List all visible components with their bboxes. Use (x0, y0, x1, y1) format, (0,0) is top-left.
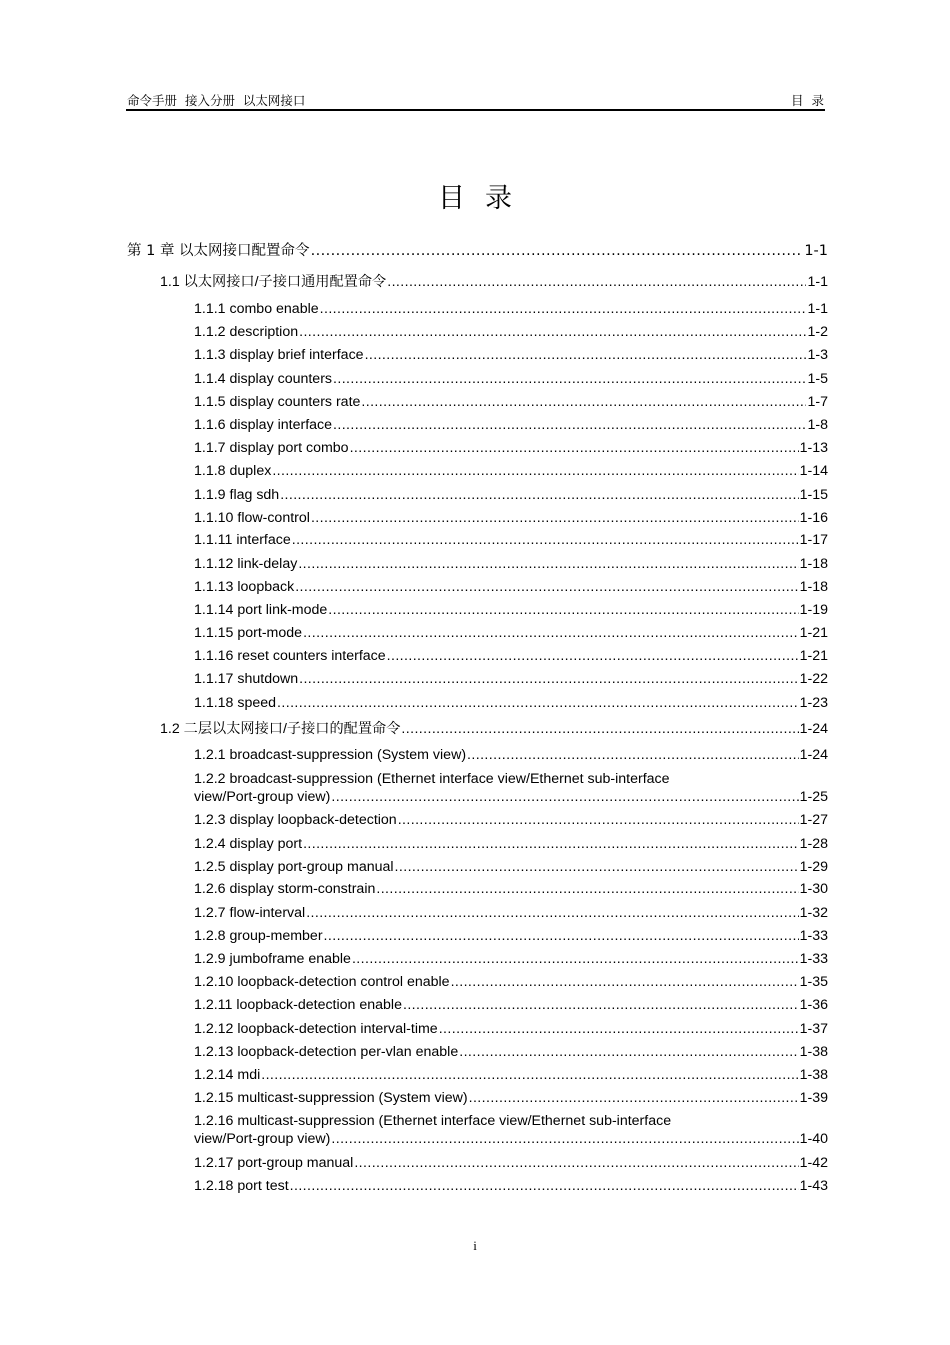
toc-entry[interactable] (194, 770, 828, 806)
toc-leader-dots (331, 788, 798, 806)
toc-entry[interactable] (194, 694, 828, 712)
toc-page-number: 1-17 (799, 532, 828, 548)
toc-entry-label: 1.1.18 speed (194, 695, 277, 711)
toc-page-number: 1-14 (799, 463, 828, 479)
toc-leader-dots (311, 509, 799, 527)
toc-page-number: 1-42 (799, 1155, 828, 1171)
toc-entry-label: 1.2.6 display storm-constrain (194, 881, 376, 897)
toc-entry-label: 1.1.13 loopback (194, 579, 295, 595)
toc-page-number: 1-25 (799, 789, 828, 805)
toc-entry-label: 1.1.7 display port combo (194, 440, 349, 456)
toc-entry[interactable] (194, 973, 828, 991)
toc-leader-dots (387, 273, 806, 291)
toc-entry-label: 1.2.13 loopback-detection per-vlan enable (194, 1044, 459, 1060)
toc-entry[interactable] (194, 439, 828, 457)
toc-entry[interactable] (194, 950, 828, 968)
toc-entry[interactable] (194, 531, 828, 549)
toc-leader-dots (292, 531, 799, 549)
toc-entry[interactable] (194, 601, 828, 619)
toc-leader-dots (333, 370, 806, 388)
toc-entry-label: 1.1.8 duplex (194, 463, 272, 479)
toc-leader-dots (306, 904, 798, 922)
toc-page-number: 1-21 (799, 648, 828, 664)
toc-leader-dots (376, 880, 798, 898)
toc-leader-dots (298, 555, 798, 573)
toc-leader-dots (272, 462, 798, 480)
toc-page-number: 1-24 (799, 747, 828, 763)
toc-entry-label: 1.2.8 group-member (194, 928, 323, 944)
toc-entry-label: 1.2.3 display loopback-detection (194, 812, 397, 828)
toc-entry[interactable] (194, 509, 828, 527)
toc-page-number: 1-30 (799, 881, 828, 897)
toc-entry-label: 1.2.11 loopback-detection enable (194, 997, 402, 1013)
toc-page-number: 1-28 (799, 836, 828, 852)
toc-entry-label: 1.2 二层以太网接口/子接口的配置命令 (160, 721, 401, 737)
toc-page-number: 1-1 (807, 274, 828, 290)
toc-entry-label: 1.2.9 jumboframe enable (194, 951, 351, 967)
toc-page-number: 1-1 (804, 243, 828, 259)
toc-leader-dots (352, 950, 799, 968)
toc-page-number: 1-3 (807, 347, 828, 363)
toc-entry[interactable] (194, 624, 828, 642)
toc-leader-dots (350, 439, 799, 457)
page-title: 目录 (438, 183, 532, 214)
toc-entry-label: 1.2.14 mdi (194, 1067, 261, 1083)
toc-leader-dots (331, 1130, 798, 1148)
toc-entry[interactable] (194, 996, 828, 1014)
toc-entry[interactable] (194, 670, 828, 688)
toc-leader-dots (333, 416, 806, 434)
toc-entry-label: 1.2.12 loopback-detection interval-time (194, 1021, 438, 1037)
toc-entry[interactable] (194, 1154, 828, 1172)
toc-entry[interactable] (194, 1020, 828, 1038)
toc-entry[interactable] (194, 346, 828, 364)
toc-page-number: 1-33 (799, 951, 828, 967)
toc-page-number: 1-27 (799, 812, 828, 828)
page-number: i (473, 1238, 477, 1253)
toc-leader-dots (395, 858, 799, 876)
toc-leader-dots (277, 694, 799, 712)
toc-entry-label: 1.1.9 flag sdh (194, 487, 280, 503)
toc-entry-label: 1.1.5 display counters rate (194, 394, 361, 410)
toc-entry[interactable] (194, 1112, 828, 1148)
toc-leader-dots (328, 601, 798, 619)
toc-leader-dots (261, 1066, 798, 1084)
toc-page-number: 1-13 (799, 440, 828, 456)
toc-entry[interactable] (160, 273, 828, 291)
toc-entry-label: 1.1.4 display counters (194, 371, 333, 387)
toc-leader-dots (299, 323, 806, 341)
toc-entry-label-continued: view/Port-group view) (194, 1131, 331, 1147)
page-header (126, 90, 825, 111)
toc-entry-label: 1.1.2 description (194, 324, 299, 340)
toc-page-number: 1-43 (799, 1178, 828, 1194)
toc-leader-dots (401, 720, 798, 738)
toc-page-number: 1-37 (799, 1021, 828, 1037)
toc-page-number: 1-40 (799, 1131, 828, 1147)
toc-page-number: 1-22 (799, 671, 828, 687)
toc-leader-dots (467, 746, 799, 764)
toc-page-number: 1-36 (799, 997, 828, 1013)
toc-entry-label: 1.2.7 flow-interval (194, 905, 306, 921)
toc-entry-label: 1.2.4 display port (194, 836, 303, 852)
toc-leader-dots (299, 670, 798, 688)
toc-entry-label: 1.2.16 multicast-suppression (Ethernet interface view/Ethernet sub-interface (194, 1113, 672, 1129)
toc-page-number: 1-29 (799, 859, 828, 875)
toc-page-number: 1-1 (807, 301, 828, 317)
toc-leader-dots (303, 835, 799, 853)
toc-entry-label: 1.1.3 display brief interface (194, 347, 364, 363)
toc-leader-dots (290, 1177, 799, 1195)
toc-entry-label: 1.1.17 shutdown (194, 671, 299, 687)
toc-leader-dots (398, 811, 799, 829)
toc-entry[interactable] (194, 1089, 828, 1107)
toc-entry[interactable] (194, 1043, 828, 1061)
toc-leader-dots (354, 1154, 798, 1172)
toc-page-number: 1-18 (799, 579, 828, 595)
toc-leader-dots (365, 346, 807, 364)
toc-entry[interactable] (194, 416, 828, 434)
toc-leader-dots (280, 486, 798, 504)
toc-entry[interactable] (194, 880, 828, 898)
toc-entry-label: 1.1.11 interface (194, 532, 291, 548)
toc-page-number: 1-8 (807, 417, 828, 433)
toc-entry-label: 1.2.2 broadcast-suppression (Ethernet interface view/Ethernet sub-interface (194, 771, 670, 787)
toc-entry[interactable] (127, 242, 828, 260)
toc-entry[interactable] (160, 720, 828, 738)
header-section-title: 目 录 (791, 93, 824, 108)
toc-leader-dots (451, 973, 799, 991)
toc-leader-dots (320, 300, 807, 318)
toc-entry[interactable] (194, 578, 828, 596)
toc-page-number: 1-23 (799, 695, 828, 711)
toc-entry[interactable] (194, 1177, 828, 1195)
toc-page-number: 1-19 (799, 602, 828, 618)
toc-entry-label: 1.1.1 combo enable (194, 301, 319, 317)
toc-entry[interactable] (194, 393, 828, 411)
toc-leader-dots (324, 927, 799, 945)
toc-entry-label: 1.1.6 display interface (194, 417, 333, 433)
toc-leader-dots (403, 996, 799, 1014)
toc-entry[interactable] (194, 300, 828, 318)
toc-entry[interactable] (194, 746, 828, 764)
toc-page-number: 1-18 (799, 556, 828, 572)
toc-leader-dots (311, 242, 804, 260)
toc-entry-label: 1.2.5 display port-group manual (194, 859, 394, 875)
toc-entry[interactable] (194, 555, 828, 573)
toc-page-number: 1-2 (807, 324, 828, 340)
toc-entry-label: 1.2.10 loopback-detection control enable (194, 974, 450, 990)
toc-entry[interactable] (194, 811, 828, 829)
toc-page-number: 1-15 (799, 487, 828, 503)
toc-entry-label: 1.2.18 port test (194, 1178, 289, 1194)
toc-entry-label: 1.1.12 link-delay (194, 556, 298, 572)
toc-entry[interactable] (194, 370, 828, 388)
toc-page-number: 1-39 (799, 1090, 828, 1106)
toc-page-number: 1-5 (807, 371, 828, 387)
toc-page-number: 1-7 (807, 394, 828, 410)
toc-entry-label: 1.1.15 port-mode (194, 625, 303, 641)
toc-page-number: 1-35 (799, 974, 828, 990)
toc-page-number: 1-16 (799, 510, 828, 526)
toc-leader-dots (459, 1043, 798, 1061)
toc-entry[interactable] (194, 1066, 828, 1084)
toc-entry[interactable] (194, 858, 828, 876)
toc-entry[interactable] (194, 835, 828, 853)
toc-entry-label: 1.2.17 port-group manual (194, 1155, 354, 1171)
toc-page-number: 1-33 (799, 928, 828, 944)
toc-entry-label: 1.2.15 multicast-suppression (System view) (194, 1090, 468, 1106)
toc-entry[interactable] (194, 462, 828, 480)
toc-entry[interactable] (194, 904, 828, 922)
toc-page-number: 1-38 (799, 1044, 828, 1060)
toc-entry[interactable] (194, 927, 828, 945)
toc-entry[interactable] (194, 647, 828, 665)
toc-leader-dots (469, 1089, 799, 1107)
toc-page-number: 1-32 (799, 905, 828, 921)
toc-page-number: 1-24 (799, 721, 828, 737)
toc-entry-label-continued: view/Port-group view) (194, 789, 331, 805)
toc-leader-dots (361, 393, 806, 411)
toc-entry-label: 1.1.14 port link-mode (194, 602, 328, 618)
toc-entry-label: 第 1 章 以太网接口配置命令 (127, 243, 310, 259)
header-book-title: 命令手册 接入分册 以太网接口 (127, 93, 306, 108)
toc-page-number: 1-38 (799, 1067, 828, 1083)
toc-leader-dots (303, 624, 799, 642)
toc-entry-label: 1.1.10 flow-control (194, 510, 310, 526)
toc-entry[interactable] (194, 323, 828, 341)
toc-entry-label: 1.2.1 broadcast-suppression (System view) (194, 747, 467, 763)
toc-entry-label: 1.1 以太网接口/子接口通用配置命令 (160, 274, 387, 290)
toc-leader-dots (439, 1020, 799, 1038)
toc-leader-dots (295, 578, 798, 596)
toc-entry-label: 1.1.16 reset counters interface (194, 648, 386, 664)
toc-entry[interactable] (194, 486, 828, 504)
toc-leader-dots (387, 647, 799, 665)
toc-page-number: 1-21 (799, 625, 828, 641)
